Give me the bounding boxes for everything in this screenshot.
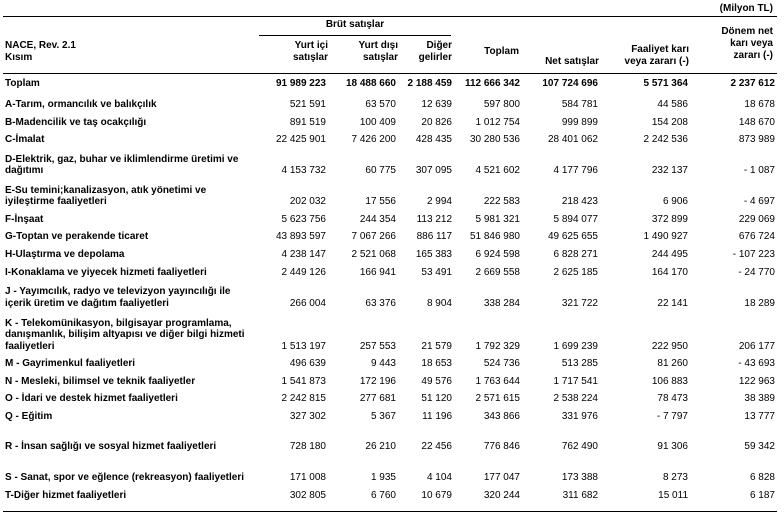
cell-total: 51 846 980: [469, 231, 520, 243]
cell-profit: 154 208: [651, 116, 688, 128]
cell-profit: - 7 797: [656, 411, 688, 423]
cell-domestic: 266 004: [289, 297, 326, 309]
cell-foreign: 18 488 660: [345, 77, 396, 89]
cell-other: 2 994: [426, 196, 452, 208]
cell-other: 4 104: [426, 472, 452, 484]
cell-other: 49 576: [421, 375, 452, 387]
header-domestic-sales: Yurt içi satışlar: [292, 40, 328, 63]
cell-total: 343 866: [483, 411, 520, 423]
cell-net: 321 722: [561, 297, 598, 309]
cell-period: - 1 087: [743, 165, 775, 177]
cell-domestic: 202 032: [289, 196, 326, 208]
cell-foreign: 244 354: [359, 213, 396, 225]
cell-net: 311 682: [562, 489, 598, 501]
cell-other: 18 653: [421, 358, 452, 370]
cell-other: 307 095: [415, 165, 452, 177]
cell-total: 6 924 598: [475, 249, 520, 261]
row-label: T-Diğer hizmet faaliyetleri: [5, 489, 127, 501]
cell-foreign: 7 067 266: [351, 231, 396, 243]
cell-total: 112 666 342: [464, 77, 520, 89]
row-label: N - Mesleki, bilimsel ve teknik faaliyetler: [5, 375, 196, 387]
cell-period: 38 389: [744, 393, 775, 405]
cell-profit: 44 586: [657, 99, 688, 111]
cell-net: 2 625 185: [553, 266, 598, 278]
cell-domestic: 43 893 597: [275, 231, 326, 243]
cell-total: 30 280 536: [469, 134, 520, 146]
cell-other: 165 383: [415, 249, 452, 261]
cell-foreign: 1 935: [370, 472, 396, 484]
cell-total: 1 792 329: [475, 340, 520, 352]
cell-net: 1 717 541: [553, 375, 598, 387]
cell-net: 28 401 062: [547, 134, 598, 146]
cell-period: - 43 693: [738, 358, 775, 370]
cell-profit: 164 170: [651, 266, 688, 278]
cell-total: 597 800: [483, 99, 520, 111]
cell-period: 676 724: [738, 231, 775, 243]
table-row: [3, 370, 777, 388]
cell-profit: 106 883: [651, 375, 688, 387]
cell-total: 524 736: [483, 358, 520, 370]
cell-foreign: 17 556: [365, 196, 396, 208]
row-label: B-Madencilik ve taş ocakçılığı: [5, 116, 147, 128]
cell-net: 762 490: [561, 441, 598, 453]
cell-total: 177 047: [483, 472, 520, 484]
cell-profit: 2 242 536: [643, 134, 688, 146]
row-label: C-İmalat: [5, 134, 45, 146]
cell-other: 8 904: [426, 297, 452, 309]
cell-period: 206 177: [738, 340, 775, 352]
header-category: NACE, Rev. 2.1 Kısım: [5, 40, 76, 63]
cell-profit: 222 950: [651, 340, 688, 352]
cell-domestic: 91 989 223: [275, 77, 326, 89]
cell-foreign: 172 196: [359, 375, 396, 387]
row-label: Q - Eğitim: [5, 411, 53, 423]
header-bottom-rule: [3, 73, 777, 74]
header-total: Toplam: [484, 46, 519, 57]
table-row: [3, 261, 777, 279]
row-label: D-Elektrik, gaz, buhar ve iklimlendirme üretimi ve dağıtımı: [5, 153, 239, 177]
cell-net: 2 538 224: [553, 393, 598, 405]
cell-period: - 107 223: [732, 249, 775, 261]
cell-period: 18 289: [744, 297, 775, 309]
cell-total: 222 583: [483, 196, 520, 208]
table-row: [3, 146, 777, 177]
cell-total: 5 981 321: [475, 213, 520, 225]
cell-profit: 5 571 364: [643, 77, 688, 89]
row-label: R - İnsan sağlığı ve sosyal hizmet faaliyetleri: [5, 441, 217, 453]
header-foreign-sales: Yurt dışı satışlar: [358, 40, 398, 63]
cell-total: 1 012 754: [475, 116, 520, 128]
cell-period: 229 069: [738, 213, 775, 225]
cell-profit: 78 473: [657, 393, 688, 405]
cell-period: 2 237 612: [730, 77, 775, 89]
table-row: [3, 278, 777, 309]
header-operating-profit: Faaliyet karı veya zararı (-): [624, 44, 689, 67]
table-row: [3, 111, 777, 129]
cell-profit: 8 273: [662, 472, 688, 484]
cell-domestic: 171 008: [289, 472, 326, 484]
cell-domestic: 2 449 126: [281, 266, 326, 278]
table-row: [3, 352, 777, 370]
row-label: S - Sanat, spor ve eğlence (rekreasyon) faaliyetleri: [5, 472, 244, 484]
cell-net: 331 976: [561, 411, 598, 423]
cell-net: 5 894 077: [553, 213, 598, 225]
cell-profit: 1 490 927: [643, 231, 688, 243]
cell-profit: 15 011: [658, 489, 688, 501]
cell-other: 428 435: [415, 134, 452, 146]
cell-other: 22 456: [421, 441, 452, 453]
top-rule: [3, 16, 777, 17]
cell-foreign: 5 367: [370, 411, 396, 423]
cell-net: 218 423: [561, 196, 598, 208]
row-label: J - Yayımcılık, radyo ve televizyon yayıncılığı ile içerik üretim ve dağıtım faaliyetleri: [5, 286, 231, 309]
cell-total: 4 521 602: [475, 165, 520, 177]
cell-period: 18 678: [744, 99, 775, 111]
cell-domestic: 496 639: [289, 358, 326, 370]
cell-profit: 372 899: [651, 213, 688, 225]
cell-period: 13 777: [744, 411, 775, 423]
cell-domestic: 302 805: [289, 489, 326, 501]
row-label: F-İnşaat: [5, 213, 44, 225]
table-row: [3, 405, 777, 423]
cell-period: 148 670: [738, 116, 775, 128]
cell-domestic: 2 242 815: [281, 393, 326, 405]
cell-domestic: 1 513 197: [281, 340, 326, 352]
cell-foreign: 257 553: [359, 340, 396, 352]
table-row: [3, 128, 777, 146]
cell-period: 122 963: [738, 375, 775, 387]
cell-other: 2 188 459: [407, 77, 452, 89]
cell-other: 113 212: [416, 213, 452, 225]
cell-other: 51 120: [421, 393, 452, 405]
row-label: O - İdari ve destek hizmet faaliyetleri: [5, 393, 178, 405]
row-label: A-Tarım, ormancılık ve balıkçılık: [5, 99, 157, 111]
cell-other: 21 579: [421, 340, 452, 352]
cell-profit: 91 306: [657, 441, 688, 453]
cell-foreign: 100 409: [359, 116, 396, 128]
cell-period: - 24 770: [738, 266, 775, 278]
row-label: E-Su temini;kanalizasyon, atık yönetimi ve iyileştirme faaliyetleri: [5, 184, 207, 208]
cell-total: 320 244: [483, 489, 520, 501]
cell-profit: 22 141: [657, 297, 688, 309]
cell-foreign: 60 775: [365, 165, 396, 177]
table-row: [3, 309, 777, 352]
cell-period: - 4 697: [743, 196, 775, 208]
cell-period: 6 187: [749, 489, 775, 501]
row-label: Toplam: [5, 77, 40, 89]
cell-domestic: 891 519: [289, 116, 326, 128]
cell-other: 11 196: [422, 411, 452, 423]
table-row: [3, 453, 777, 484]
row-label: M - Gayrimenkul faaliyetleri: [5, 358, 136, 370]
cell-total: 2 571 615: [475, 393, 520, 405]
gross-sales-group-header: Brüt satışlar: [325, 19, 385, 30]
cell-total: 776 846: [483, 441, 520, 453]
cell-foreign: 166 941: [359, 266, 396, 278]
table-row: [3, 93, 777, 111]
table-row: [3, 225, 777, 243]
bottom-rule: [3, 511, 777, 512]
cell-foreign: 7 426 200: [351, 134, 396, 146]
cell-other: 53 491: [421, 266, 452, 278]
cell-other: 886 117: [416, 231, 452, 243]
cell-domestic: 22 425 901: [275, 134, 326, 146]
header-other-income: Diğer gelirler: [418, 40, 452, 63]
cell-domestic: 728 180: [289, 441, 326, 453]
cell-net: 173 388: [561, 472, 598, 484]
cell-net: 513 285: [561, 358, 598, 370]
cell-net: 49 625 655: [547, 231, 598, 243]
cell-period: 6 828: [749, 472, 775, 484]
row-label: G-Toptan ve perakende ticaret: [5, 231, 149, 243]
cell-other: 10 679: [421, 489, 452, 501]
cell-domestic: 4 153 732: [281, 165, 326, 177]
cell-profit: 232 137: [651, 165, 688, 177]
cell-foreign: 6 760: [370, 489, 396, 501]
cell-net: 1 699 239: [553, 340, 598, 352]
table-row: [3, 423, 777, 453]
cell-foreign: 2 521 068: [351, 249, 396, 261]
cell-other: 20 826: [421, 116, 452, 128]
header-net-sales: Net satışlar: [545, 56, 599, 67]
cell-foreign: 9 443: [370, 358, 396, 370]
cell-domestic: 1 541 873: [281, 375, 326, 387]
cell-net: 107 724 696: [542, 77, 598, 89]
cell-foreign: 63 570: [365, 99, 396, 111]
cell-domestic: 521 591: [289, 99, 326, 111]
cell-foreign: 63 376: [365, 297, 396, 309]
cell-net: 4 177 796: [553, 165, 598, 177]
cell-total: 338 284: [483, 297, 520, 309]
cell-net: 584 781: [561, 99, 598, 111]
row-label: I-Konaklama ve yiyecek hizmeti faaliyetleri: [5, 266, 207, 278]
cell-net: 999 899: [561, 116, 598, 128]
cell-domestic: 5 623 756: [281, 213, 326, 225]
cell-profit: 6 906: [662, 196, 688, 208]
data-table: [3, 75, 777, 501]
table-row: [3, 387, 777, 405]
cell-domestic: 4 238 147: [281, 249, 326, 261]
cell-period: 59 342: [744, 441, 775, 453]
row-label: H-Ulaştırma ve depolama: [5, 249, 125, 261]
table-row: [3, 177, 777, 208]
table-row: [3, 484, 777, 502]
cell-other: 12 639: [421, 99, 452, 111]
cell-period: 873 989: [738, 134, 775, 146]
cell-net: 6 828 271: [553, 249, 598, 261]
cell-foreign: 277 681: [359, 393, 396, 405]
unit-label: (Milyon TL): [719, 3, 773, 14]
cell-foreign: 26 210: [365, 441, 396, 453]
table-row: [3, 243, 777, 261]
header-period-net-profit: Dönem net karı veya zararı (-): [721, 26, 773, 61]
row-label: K - Telekomünikasyon, bilgisayar programlama, danışmanlık, bilişim altyapısı ve diğer bilgi hizmeti faaliyetleri: [5, 317, 245, 352]
cell-total: 1 763 644: [475, 375, 520, 387]
cell-total: 2 669 558: [475, 266, 520, 278]
cell-profit: 244 495: [651, 249, 688, 261]
table-row-total: [3, 75, 777, 93]
cell-domestic: 327 302: [289, 411, 326, 423]
cell-profit: 81 260: [657, 358, 688, 370]
table-row: [3, 208, 777, 226]
